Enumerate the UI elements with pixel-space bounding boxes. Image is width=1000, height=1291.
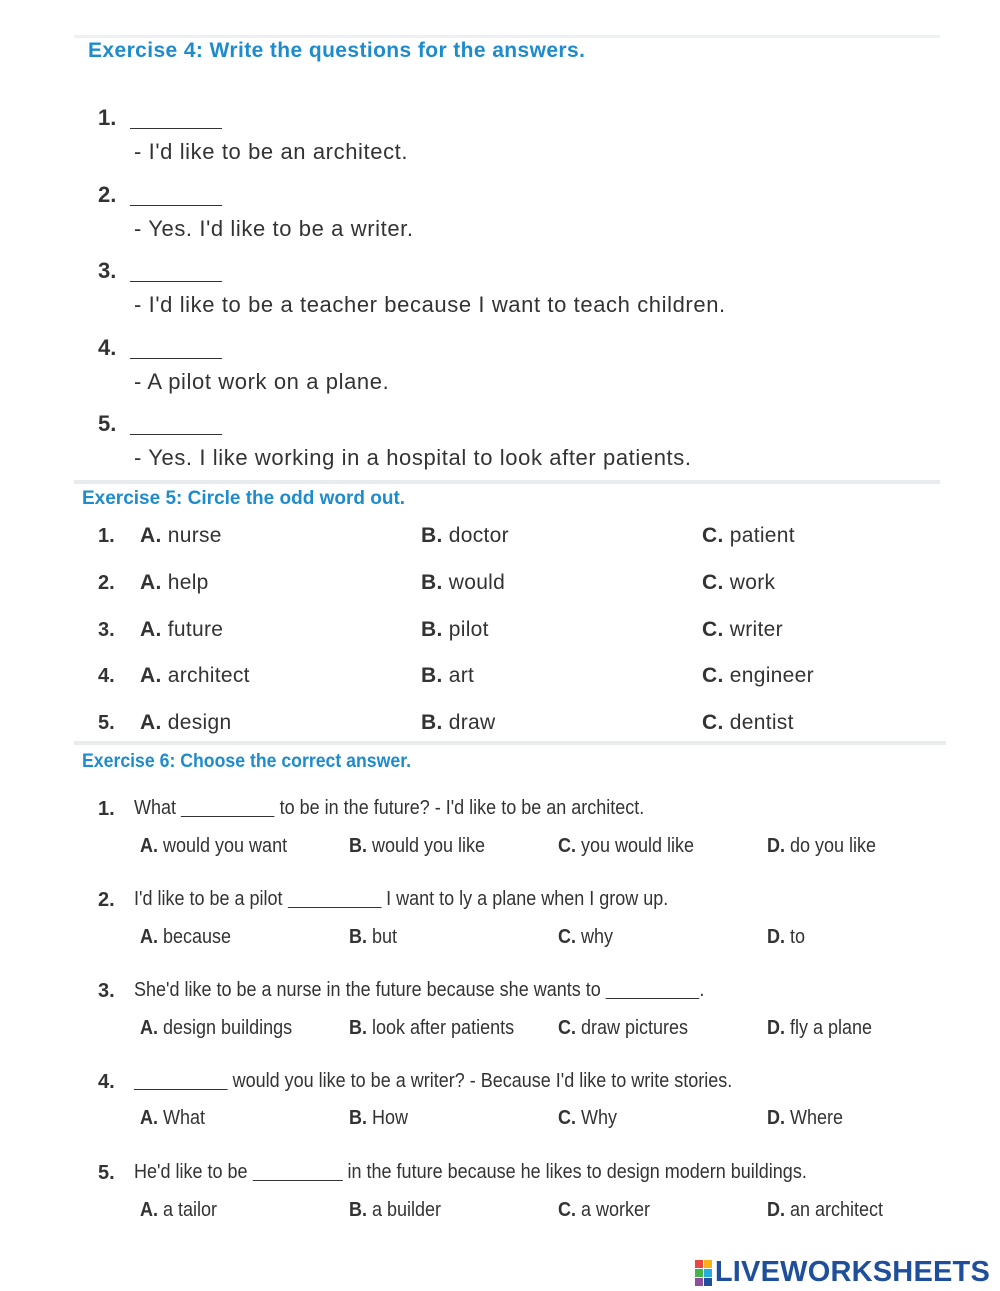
exercise6-q5-text: He'd like to be in the future because he likes to design modern buildings. <box>134 1161 807 1183</box>
exercise6-q5-option-b[interactable]: B. a builder <box>349 1199 442 1221</box>
exercise4-title: Exercise 4: Write the questions for the answers. <box>88 39 586 62</box>
exercise6-q2-option-d[interactable]: D. to <box>767 926 806 948</box>
exercise6-q4-option-b[interactable]: B. How <box>349 1107 409 1129</box>
exercise5-row-2-number: 2. <box>98 572 115 594</box>
exercise6-q5-option-c[interactable]: C. a worker <box>558 1199 651 1221</box>
exercise6-title: Exercise 6: Choose the correct answer. <box>82 751 412 772</box>
exercise6-q1-option-d[interactable]: D. do you like <box>767 835 877 857</box>
exercise6-q5-option-d[interactable]: D. an architect <box>767 1199 884 1221</box>
exercise4-item-5-answer: - Yes. I like working in a hospital to look after patients. <box>134 445 692 470</box>
answer-blank[interactable] <box>130 205 222 206</box>
exercise5-row-3-number: 3. <box>98 619 115 641</box>
exercise6-q2-option-a[interactable]: A. because <box>140 926 232 948</box>
exercise6-q3-number: 3. <box>98 980 115 1002</box>
answer-blank[interactable] <box>181 798 275 817</box>
exercise5-row-3-option-c[interactable]: C. writer <box>702 618 783 641</box>
exercise5-row-1-number: 1. <box>98 525 115 547</box>
exercise5-row-5-option-b[interactable]: B. draw <box>421 711 496 734</box>
exercise4-item-4-number: 4. <box>98 335 222 361</box>
exercise4-item-2-number: 2. <box>98 182 222 208</box>
answer-blank[interactable] <box>134 1071 228 1090</box>
exercise6-q1-option-a[interactable]: A. would you want <box>140 835 288 857</box>
exercise5-row-4-option-c[interactable]: C. engineer <box>702 664 814 687</box>
exercise5-row-1-option-c[interactable]: C. patient <box>702 524 795 547</box>
exercise5-title: Exercise 5: Circle the odd word out. <box>82 488 406 509</box>
answer-blank[interactable] <box>130 434 222 435</box>
exercise6-q1-option-c[interactable]: C. you would like <box>558 835 695 857</box>
exercise5-row-1-option-a[interactable]: A. nurse <box>140 524 222 547</box>
answer-blank[interactable] <box>606 980 700 999</box>
exercise4-item-4-answer: - A pilot work on a plane. <box>134 369 390 394</box>
exercise6-q1-number: 1. <box>98 798 115 820</box>
section-divider <box>74 741 946 745</box>
exercise5-row-1-option-b[interactable]: B. doctor <box>421 524 509 547</box>
exercise6-q4-option-d[interactable]: D. Where <box>767 1107 844 1129</box>
exercise5-row-4-option-a[interactable]: A. architect <box>140 664 250 687</box>
exercise6-q3-option-d[interactable]: D. fly a plane <box>767 1017 873 1039</box>
exercise4-item-5-number: 5. <box>98 411 222 437</box>
exercise5-row-3-option-b[interactable]: B. pilot <box>421 618 489 641</box>
exercise6-q4-option-c[interactable]: C. Why <box>558 1107 618 1129</box>
exercise5-row-2-option-c[interactable]: C. work <box>702 571 776 594</box>
exercise6-q3-option-c[interactable]: C. draw pictures <box>558 1017 689 1039</box>
exercise5-row-5-option-c[interactable]: C. dentist <box>702 711 794 734</box>
exercise6-q5-option-a[interactable]: A. a tailor <box>140 1199 218 1221</box>
exercise5-row-3-option-a[interactable]: A. future <box>140 618 224 641</box>
exercise6-q2-option-b[interactable]: B. but <box>349 926 398 948</box>
exercise6-q3-text: She'd like to be a nurse in the future because she wants to . <box>134 979 705 1001</box>
answer-blank[interactable] <box>253 1162 343 1181</box>
exercise5-row-2-option-b[interactable]: B. would <box>421 571 506 594</box>
exercise5-row-5-option-a[interactable]: A. design <box>140 711 232 734</box>
exercise4-item-1-number: 1. <box>98 105 222 131</box>
exercise6-q2-option-c[interactable]: C. why <box>558 926 614 948</box>
exercise6-q4-text: would you like to be a writer? - Because I'd like to write stories. <box>134 1070 732 1093</box>
exercise4-item-1-answer: - I'd like to be an architect. <box>134 139 409 164</box>
liveworksheets-logo <box>695 1256 990 1289</box>
exercise5-row-4-number: 4. <box>98 665 115 687</box>
answer-blank[interactable] <box>130 281 222 282</box>
logo-mark-icon <box>695 1260 712 1286</box>
answer-blank[interactable] <box>130 358 222 359</box>
section-divider <box>74 480 940 484</box>
exercise6-q1-text: What to be in the future? - I'd like to be an architect. <box>134 797 645 819</box>
exercise6-q2-text: I'd like to be a pilot I want to ly a plane when I grow up. <box>134 888 669 910</box>
exercise5-row-2-option-a[interactable]: A. help <box>140 571 209 594</box>
exercise6-q1-option-b[interactable]: B. would you like <box>349 835 486 857</box>
exercise6-q4-option-a[interactable]: A. What <box>140 1107 206 1129</box>
exercise6-q2-number: 2. <box>98 889 115 911</box>
exercise5-row-5-number: 5. <box>98 712 115 734</box>
exercise4-item-3-number: 3. <box>98 258 222 284</box>
exercise4-item-3-answer: - I'd like to be a teacher because I want to teach children. <box>134 292 726 317</box>
exercise6-q3-option-a[interactable]: A. design buildings <box>140 1017 293 1039</box>
exercise4-item-2-answer: - Yes. I'd like to be a writer. <box>134 216 414 241</box>
exercise6-q4-number: 4. <box>98 1071 115 1093</box>
exercise6-q5-number: 5. <box>98 1162 115 1184</box>
logo-text: LIVEWORKSHEETS <box>714 1256 990 1288</box>
exercise5-row-4-option-b[interactable]: B. art <box>421 664 475 687</box>
exercise6-q3-option-b[interactable]: B. look after patients <box>349 1017 515 1039</box>
answer-blank[interactable] <box>288 889 382 908</box>
answer-blank[interactable] <box>130 128 222 129</box>
